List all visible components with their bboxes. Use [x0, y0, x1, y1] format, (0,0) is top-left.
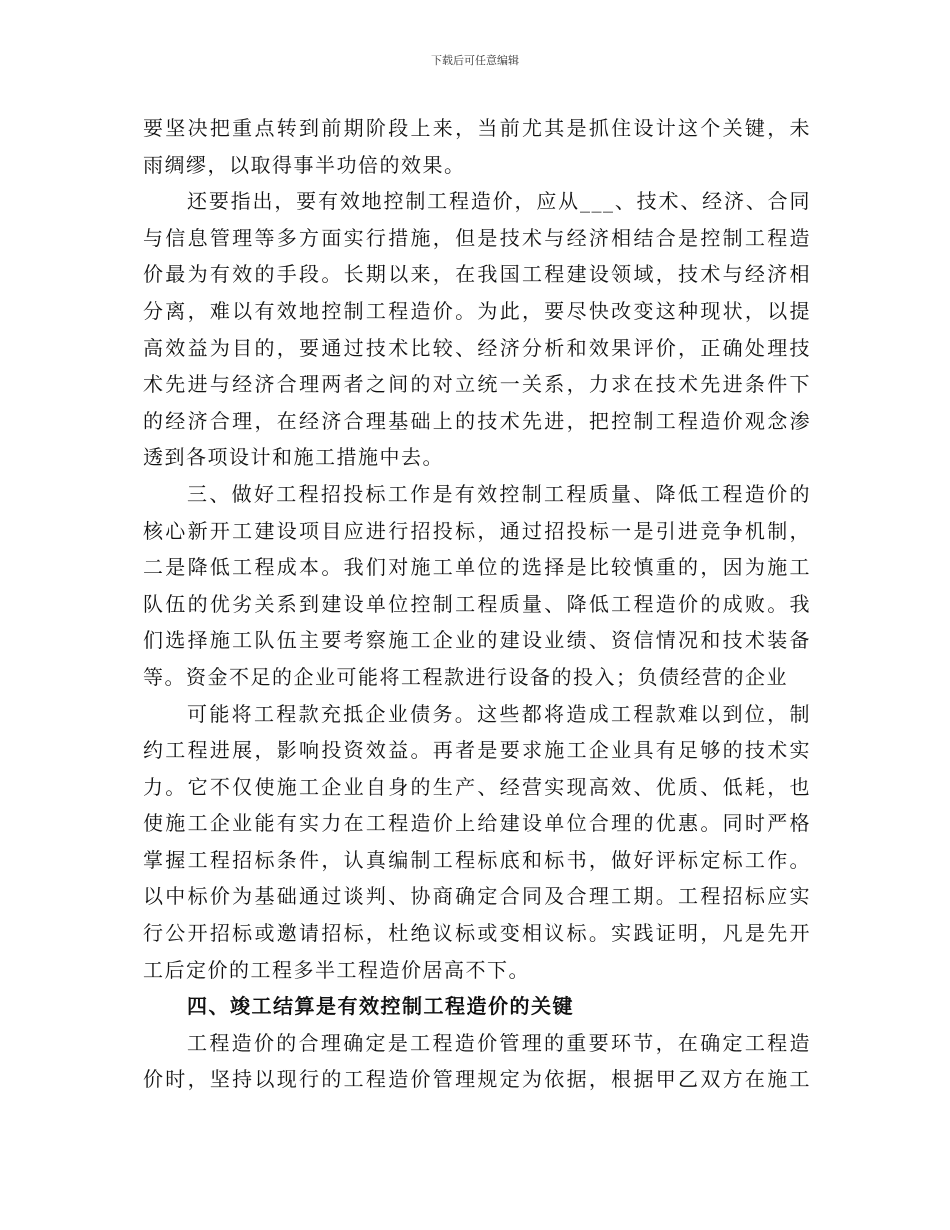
text-line: 工程造价的合理确定是工程造价管理的重要环节，在确定工程造	[187, 1030, 811, 1055]
text-line: 透到各项设计和施工措施中去。	[143, 445, 444, 470]
text-line: 雨绸缪，以取得事半功倍的效果。	[143, 152, 466, 177]
text-line: 分离，难以有效地控制工程造价。为此，要尽快改变这种现状，以提	[143, 298, 811, 323]
text-line: 还要指出，要有效地控制工程造价，应从___、技术、经济、合同	[187, 189, 811, 214]
section-heading: 四、竣工结算是有效控制工程造价的关键	[187, 994, 574, 1019]
text-line: 力。它不仅使施工企业自身的生产、经营实现高效、优质、低耗，也	[143, 774, 811, 799]
text-line: 以中标价为基础通过谈判、协商确定合同及合理工期。工程招标应实	[143, 884, 811, 909]
text-line: 使施工企业能有实力在工程造价上给建设单位合理的优惠。同时严格	[143, 811, 811, 836]
text-line: 约工程进展，影响投资效益。再者是要求施工企业具有足够的技术实	[143, 738, 811, 763]
text-line: 价时，坚持以现行的工程造价管理规定为依据，根据甲乙双方在施工	[143, 1067, 811, 1092]
text-line: 要坚决把重点转到前期阶段上来，当前尤其是抓住设计这个关键，未	[143, 116, 811, 140]
document-body	[143, 110, 811, 1098]
text-line: 可能将工程款充抵企业债务。这些都将造成工程款难以到位，制	[187, 701, 811, 726]
text-line: 术先进与经济合理两者之间的对立统一关系，力求在技术先进条件下	[143, 372, 811, 397]
text-line: 工后定价的工程多半工程造价居高不下。	[143, 957, 530, 982]
text-line: 的经济合理，在经济合理基础上的技术先进，把控制工程造价观念渗	[143, 408, 811, 433]
text-line: 核心新开工建设项目应进行招投标，通过招投标一是引进竞争机制，	[143, 518, 811, 543]
page-header: 下载后可任意编辑	[431, 54, 519, 67]
text-line: 们选择施工队伍主要考察施工企业的建设业绩、资信情况和技术装备	[143, 628, 811, 653]
text-line: 等。资金不足的企业可能将工程款进行设备的投入；负债经营的企业	[143, 664, 788, 689]
text-line: 行公开招标或邀请招标，杜绝议标或变相议标。实践证明，凡是先开	[143, 921, 811, 946]
text-line: 队伍的优劣关系到建设单位控制工程质量、降低工程造价的成败。我	[143, 591, 811, 616]
text-line: 价最为有效的手段。长期以来，在我国工程建设领域，技术与经济相	[143, 262, 811, 287]
text-line: 二是降低工程成本。我们对施工单位的选择是比较慎重的，因为施工	[143, 555, 811, 580]
text-line: 掌握工程招标条件，认真编制工程标底和标书，做好评标定标工作。	[143, 847, 811, 872]
text-line: 与信息管理等多方面实行措施，但是技术与经济相结合是控制工程造	[143, 225, 811, 250]
text-line: 高效益为目的，要通过技术比较、经济分析和效果评价，正确处理技	[143, 335, 811, 360]
text-line: 三、做好工程招投标工作是有效控制工程质量、降低工程造价的	[187, 481, 811, 506]
